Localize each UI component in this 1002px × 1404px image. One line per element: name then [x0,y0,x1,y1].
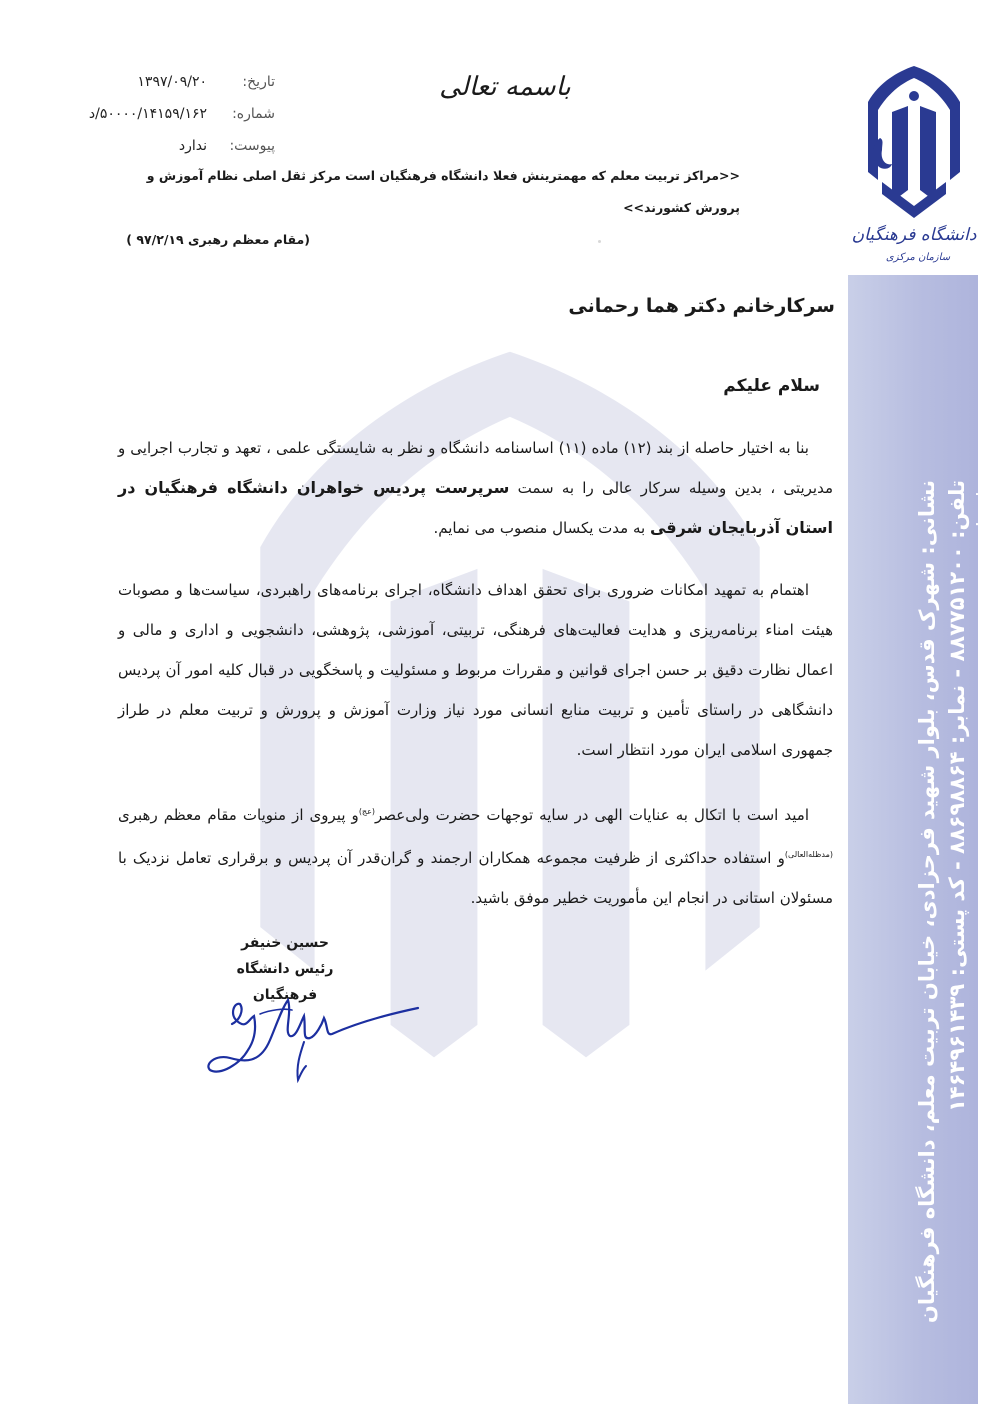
quote-text: <<مراکز تربیت معلم که مهمترینش فعلا دانشگاه فرهنگیان است مرکز ثقل اصلی نظام آموزش و پرورش کشورند>> [146,168,740,215]
letter-body [118,428,833,940]
attachment-value: ندارد [178,138,207,154]
greeting: سلام علیکم [723,376,820,396]
number-label: شماره: [232,106,275,122]
date-label: تاریخ: [242,74,275,90]
contact-website: www.mpa.medu.ir [974,480,999,695]
speck [598,240,601,243]
paragraph-1: بنا به اختیار حاصله از بند (۱۲) ماده (۱۱) اساسنامه دانشگاه و نظر به شایستگی علمی ، تعهد و تجارب اجرایی و مدیریتی ، بدین وسیله سرکار عالی را به سمت سرپرست پردیس خواهران دانشگاه فرهنگیان در استان آذربایجان شرقی به مدت یکسال منصوب می نمایم. [118,439,833,537]
signer-name: حسین خنیفر [241,935,329,951]
leader-quote [120,160,740,256]
paragraph-2: اهتمام به تمهید امکانات ضروری برای تحقق اهداف دانشگاه، اجرای برنامه‌های راهبردی، سیاست‌ها و مصوبات هیئت امناء برنامه‌ریزی و هدایت فعالیت‌های فرهنگی، تربیتی، آموزشی، پژوهشی، دانشجویی و اداری و مالی و اعمال نظارت دقیق بر حسن اجرای قوانین و مقررات مربوط و مسئولیت و پاسخگویی در قبال کلیه امور آن پردیس دانشگاهی در راستای تأمین و تربیت منابع انسانی مورد نیاز وزارت آموزش و پرورش و تربیت معلم در طراز جمهوری اسلامی ایران مورد انتظار است. [118,581,833,759]
recipient: سرکارخانم دکتر هما رحمانی [568,295,835,317]
university-logo [851,62,977,272]
logo-subtitle: سازمان مرکزی [885,252,951,263]
date-value: ۱۳۹۷/۰۹/۲۰ [137,74,207,90]
attachment-label: پیوست: [229,138,275,154]
appointment-title: سرپرست پردیس خواهران دانشگاه فرهنگیان در استان آذربایجان شرقی [118,478,833,537]
contact-phones: تلفن: ۸۸۷۷۵۱۲۰۰ - نمابر: ۸۸۶۹۸۸۶۴ - کد پستی: ۱۴۶۴۹۶۱۴۳۹ [945,480,969,1112]
contact-address: نشانی: شهرک قدس، بلوار شهید فرحزادی، خیابان تربیت معلم، دانشگاه فرهنگیان [915,480,939,1324]
logo-name: دانشگاه فرهنگیان [851,225,977,245]
number-value: ۵۰۰۰۰/۱۴۱۵۹/۱۶۲/د [88,106,207,122]
bismillah-heading: باسمه تعالی [439,72,571,102]
quote-source: (مقام معظم رهبری ۹۷/۲/۱۹ ) [126,232,310,247]
paragraph-3: امید است با اتکال به عنایات الهی در سایه توجهات حضرت ولی‌عصر$^{(عج)}$و پیروی از منویات مقام معظم رهبری $^{(مدظله‌العالی)}$و استفاده حداکثری از ظرفیت مجموعه همکاران ارجمند و گران‌قدر آن پردیس و برقراری تعامل نزدیک با مسئولان استانی در انجام این مأموریت خطیر موفق باشید. [118,806,833,907]
contact-info [912,480,999,1324]
signer-title: رئیس دانشگاه فرهنگیان [236,961,334,1003]
handwritten-signature [200,980,430,1090]
letter-meta [60,66,275,162]
